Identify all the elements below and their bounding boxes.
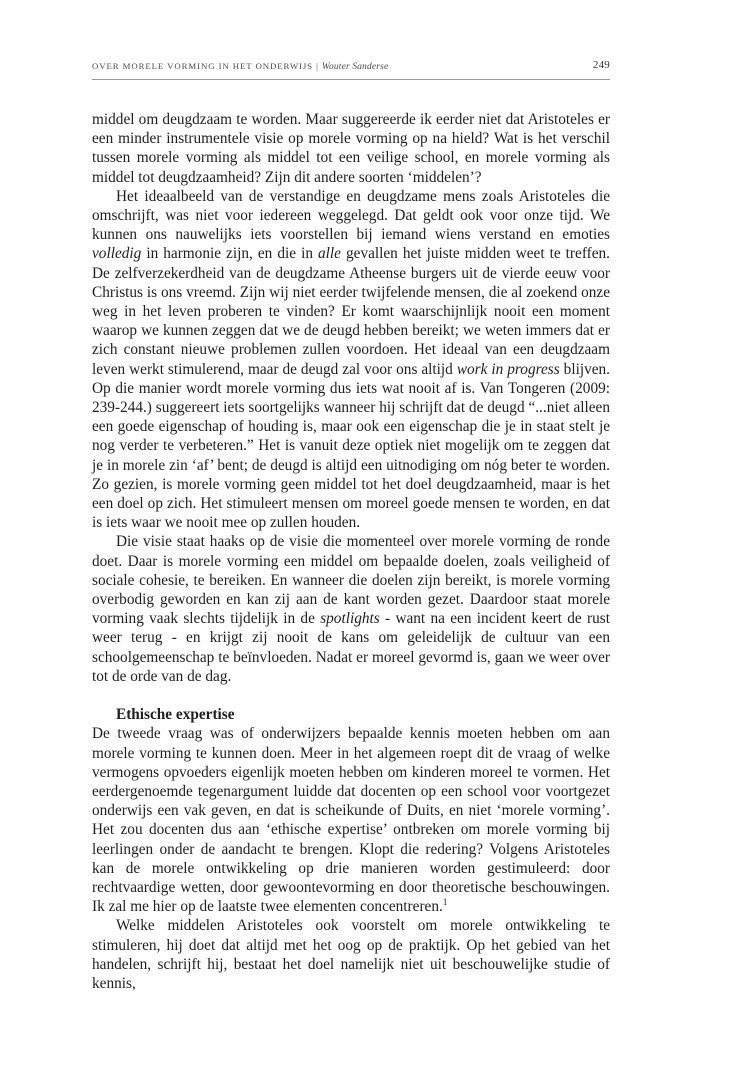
- running-head-title: OVER MORELE VORMING IN HET ONDERWIJS: [92, 61, 313, 71]
- paragraph-2-text-a: Het ideaalbeeld van de verstandige en deugdzame mens zoals Aristoteles die omschrijft, was niet voor iedereen weggelegd. Dat geldt ook voor onze tijd. We kunnen ons nauwelijks iets voorstellen bij iemand wiens verstand en emoties: [92, 187, 610, 244]
- paragraph-4: [92, 724, 610, 916]
- paragraph-1: middel om deugdzaam te worden. Maar suggereerde ik eerder niet dat Aristoteles er een minder instrumentele visie op morele vorming op na hield? Wat is het verschil tussen morele vorming als middel tot een veilige school, en morele vorming als middel tot deugdzaamheid? Zijn dit andere soorten ‘middelen’?: [92, 111, 610, 186]
- paragraph-2-text-d: blijven. Op die manier wordt morele vorming dus iets wat nooit af is. Van Tongeren (2009: 239-244.) suggereert iets soortgelijks wanneer hij schrijft dat de deugd “...niet alleen een goede eigenschap of houding is, maar ook een eigenschap die je in staat stelt je nog verder te verbeteren.” Het is vanuit deze optiek niet mogelijk om te zeggen dat je in morele zin ‘af’ bent; de deugd is altijd een uitnodiging om nóg beter te worden. Zo gezien, is morele vorming geen middel tot het doel deugdzaamheid, maar is het een doel op zich. Het stimuleert mensen om moreel goede mensen te worden, en dat is iets waar we nooit mee op zullen houden.: [92, 360, 610, 532]
- paragraph-3: [92, 532, 610, 686]
- paragraph-4-text: De tweede vraag was of onderwijzers bepaalde kennis moeten hebben om aan morele vorming te kunnen doen. Meer in het algemeen roept dit de vraag of welke vermogens opvoeders eigenlijk moeten hebben om kinderen moreel te vormen. Het eerdergenoemde tegenargument luidde dat docenten op een school voor voortgezet onderwijs een vak geven, en dat is scheikunde of Duits, en niet ‘morele vorming’. Het zou docenten dus aan ‘ethische expertise’ ontbreken om morele vorming bij leerlingen onder de aandacht te brengen. Klopt die redering? Volgens Aristoteles kan de morele ontwikkeling op drie manieren worden gestimuleerd: door rechtvaardige wetten, door gewoontevorming en door theoretische beschouwingen. Ik zal me hier op de laatste twee elementen concentreren.: [92, 725, 610, 916]
- paragraph-5: Welke middelen Aristoteles ook voorstelt om morele ontwikkeling te stimuleren, hij doet dat altijd met het oog op de praktijk. Op het gebied van het handelen, schrijft hij, bestaat het doel namelijk niet uit beschouwelijke studie of kennis,: [92, 917, 610, 992]
- paragraph-2-emphasis-volledig: volledig: [92, 245, 142, 263]
- running-head-left: [92, 61, 388, 72]
- paragraph-2-emphasis-work-in-progress: work in progress: [456, 360, 560, 378]
- header-rule: [92, 79, 610, 80]
- running-head-separator: |: [316, 61, 319, 71]
- footnote-reference[interactable]: 1: [442, 897, 448, 908]
- paragraph-2-emphasis-alle: alle: [318, 245, 341, 263]
- running-head-author: Wouter Sanderse: [321, 62, 389, 72]
- paragraph-3-text-a: Die visie staat haaks op de visie die momenteel over morele vorming de ronde doet. Daar is morele vorming een middel om bepaalde doelen, zoals veiligheid of sociale cohesie, te bereiken. En wanneer die doelen zijn bereikt, is morele vorming overbodig geworden en kan zij aan de kant worden gezet. Daardoor staat morele vorming vaak slechts tijdelijk in de: [92, 533, 610, 628]
- paragraph-3-emphasis-spotlights: spotlights: [320, 610, 380, 628]
- paragraph-2: [92, 187, 610, 533]
- paragraph-2-text-b: in harmonie zijn, en die in: [141, 245, 319, 263]
- section-heading: Ethische expertise: [116, 706, 235, 724]
- paragraph-2-text-c: gevallen het juiste midden weet te treffen. De zelfverzekerdheid van de deugdzame Atheense burgers uit de vierde eeuw voor Christus is ons vreemd. Zijn wij niet eerder twijfelende mensen, die al zoekend onze weg in het leven proberen te vinden? Er komt waarschijnlijk nooit een moment waarop we kunnen zeggen dat we de deugd hebben bereikt; we weten immers dat er zich constant nieuwe problemen zullen voordoen. Het ideaal van een deugdzaam leven werkt stimulerend, maar de deugd zal voor ons altijd: [92, 245, 610, 378]
- paragraph-3-text-b: - want na een incident keert de rust weer terug - en krijgt zij nooit de kans om geleidelijk de cultuur van een schoolgemeenschap te beïnvloeden. Nadat er moreel gevormd is, gaan we weer over tot de orde van de dag.: [92, 610, 610, 685]
- running-head: [92, 58, 610, 76]
- body-text: [92, 110, 610, 993]
- page-number: 249: [592, 59, 610, 71]
